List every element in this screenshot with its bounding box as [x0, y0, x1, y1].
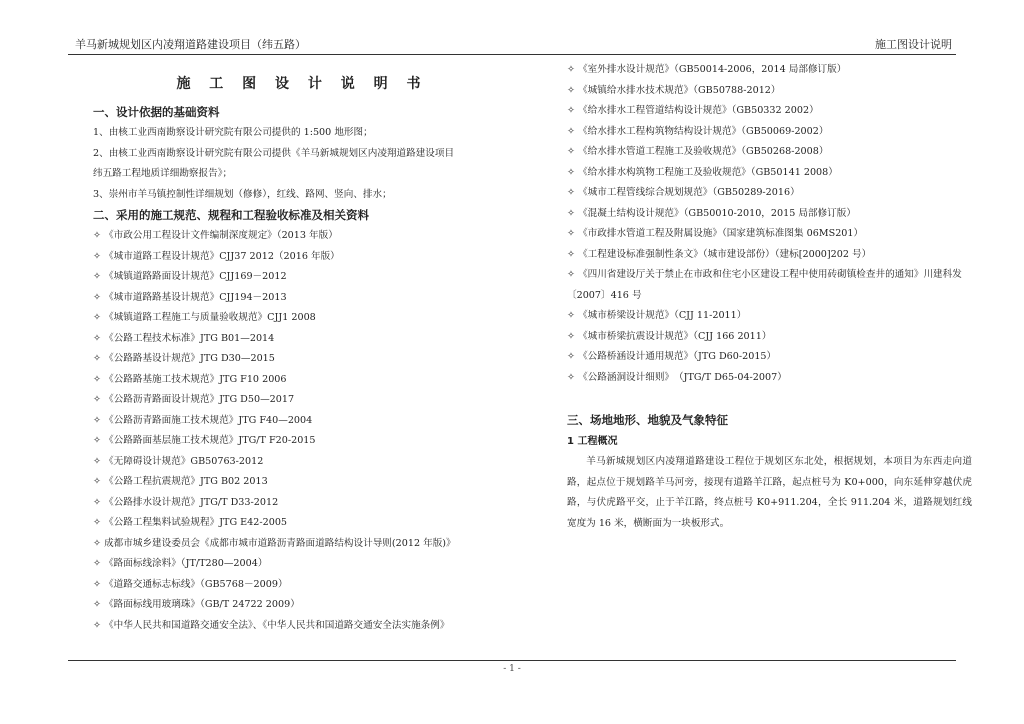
document-title: 施 工 图 设 计 说 明 书: [176, 76, 428, 92]
standard-item: ✧ 《道路交通标志标线》（GB5768－2009）: [93, 578, 288, 590]
standard-item: ✧ 《公路排水设计规范》JTG/T D33-2012: [93, 496, 279, 508]
standard-item: ✧ 《城市道路路基设计规范》CJJ194－2013: [93, 291, 287, 303]
header-project-name: 羊马新城规划区内凌翔道路建设项目（纬五路）: [75, 38, 306, 51]
sec1-line: 2、由核工业西南勘察设计研究院有限公司提供《羊马新城规划区内凌翔道路建设项目: [93, 147, 455, 159]
header-rule: [68, 54, 956, 55]
right-column: [567, 60, 972, 534]
section-1-heading: 一、设计依据的基础资料: [93, 105, 220, 119]
section-2-heading: 二、采用的施工规范、规程和工程验收标准及相关资料: [93, 208, 369, 222]
standard-item: ✧ 《公路路基设计规范》JTG D30—2015: [93, 353, 275, 364]
standard-item: ✧ 《公路桥涵设计通用规范》（JTG D60-2015）: [567, 351, 777, 362]
sec1-line: 3、崇州市羊马镇控制性详细规划（修修），红线、路网、竖向、排水；: [93, 188, 392, 200]
standard-item: ✧ 《公路工程抗震规范》JTG B02 2013: [93, 476, 268, 487]
standard-item: ✧ 《给水排水构筑物工程施工及验收规范》（GB50141 2008）: [567, 166, 838, 178]
standard-item: ✧ 《城市桥梁设计规范》（CJJ 11-2011）: [567, 310, 747, 321]
subsection-heading: 1 工程概况: [567, 436, 618, 447]
section-3-heading: 三、场地地形、地貌及气象特征: [567, 413, 728, 427]
standard-item: ✧ 《市政排水管道工程及附属设施》（国家建筑标准图集 06MS201）: [567, 228, 864, 239]
standard-item: ✧ 《公路工程集料试验规程》JTG E42-2005: [93, 517, 288, 528]
standard-item: ✧ 《路面标线涂料》（JT/T280—2004）: [93, 558, 268, 569]
project-overview-paragraph: 羊马新城规划区内凌翔道路建设工程位于规划区东北处，根据规划，本项目为东西走向道路，起点位于规划路羊马河旁，接现有道路羊江路，起点桩号为 K0+000，向东延伸穿越伏虎路，与伏虎路平交，止于羊江路，终点桩号 K0+911.204，全长 911.204 米，道路规划红线宽度为 16 米，横断面为一块板形式。: [567, 456, 972, 529]
standard-item: ✧ 《公路路面基层施工技术规范》JTG/T F20-2015: [93, 435, 316, 446]
standard-item: ✧ 《城市桥梁抗震设计规范》（CJJ 166 2011）: [567, 330, 772, 342]
header-doc-type: 施工图设计说明: [875, 38, 952, 51]
standard-item: ✧ 《室外排水设计规范》（GB50014-2006，2014 局部修订版）: [567, 64, 847, 75]
section-spacer: [567, 388, 972, 410]
standard-item: ✧ 《城市道路工程设计规范》CJJ37 2012（2016 年版）: [93, 250, 340, 262]
standard-item: ✧ 《城镇道路工程施工与质量验收规范》CJJ1 2008: [93, 312, 316, 323]
standard-item: ✧ 《城市工程管线综合规划规范》（GB50289-2016）: [567, 187, 800, 198]
standard-item: ✧ 《公路路基施工技术规范》JTG F10 2006: [93, 373, 287, 385]
standard-item: ✧ 《公路沥青路面施工技术规范》JTG F40—2004: [93, 414, 313, 426]
standard-item: ✧ 《无障碍设计规范》GB50763-2012: [93, 455, 264, 467]
sec1-line: 1、由核工业西南勘察设计研究院有限公司提供的 1:500 地形图；: [93, 127, 373, 138]
standard-item: ✧ 《公路工程技术标准》JTG B01—2014: [93, 332, 275, 344]
standard-item: ✧ 《城镇给水排水技术规范》（GB50788-2012）: [567, 84, 781, 96]
standard-item: ✧ 《四川省建设厅关于禁止在市政和住宅小区建设工程中使用砖砌镇检查井的通知》川建科发〔2007〕416 号: [567, 269, 962, 301]
standard-item: ✧ 《中华人民共和国道路交通安全法》、《中华人民共和国道路交通安全法实施条例》: [93, 619, 450, 631]
standard-item: ✧ 《给水排水管道工程施工及验收规范》（GB50268-2008）: [567, 146, 829, 157]
standard-item: ✧ 《公路涵洞设计细则》 （JTG/T D65-04-2007）: [567, 371, 787, 383]
standard-item: ✧ 成都市城乡建设委员会《成都市城市道路沥青路面道路结构设计导则(2012 年版)》: [93, 537, 456, 549]
standard-item: ✧ 《路面标线用玻璃珠》（GB/T 24722 2009）: [93, 599, 300, 610]
standard-item: ✧ 《城镇道路路面设计规范》CJJ169－2012: [93, 271, 287, 282]
footer-rule: [68, 660, 956, 661]
standard-item: ✧ 《工程建设标准强制性条文》（城市建设部份）（建标[2000]202 号）: [567, 248, 872, 260]
left-column: [93, 60, 511, 636]
standard-item: ✧ 《给水排水工程管道结构设计规范》（GB50332 2002）: [567, 105, 819, 116]
standard-item: ✧ 《混凝土结构设计规范》（GB50010-2010，2015 局部修订版）: [567, 207, 856, 219]
page-number: - 1 -: [503, 664, 521, 674]
standard-item: ✧ 《公路沥青路面设计规范》JTG D50—2017: [93, 394, 295, 405]
standard-item: ✧ 《给水排水工程构筑物结构设计规范》（GB50069-2002）: [567, 125, 829, 137]
standard-item: ✧ 《市政公用工程设计文件编制深度规定》（2013 年版）: [93, 230, 338, 241]
sec1-line: 纬五路工程地质详细勘察报告》；: [93, 168, 233, 179]
